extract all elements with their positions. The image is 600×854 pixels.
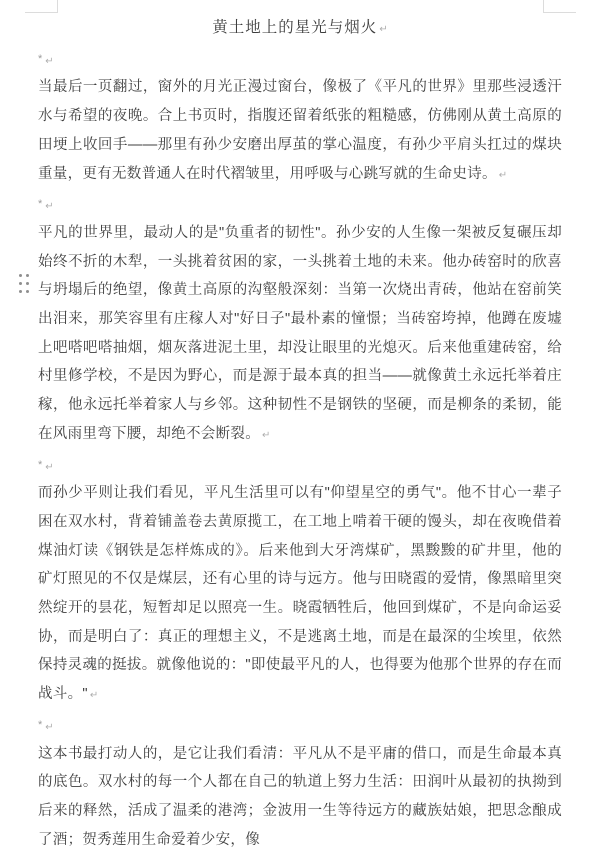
paragraph-mark: ↵ bbox=[498, 169, 508, 181]
paragraph-1-text: 当最后一页翻过，窗外的月光正漫过窗台，像极了《平凡的世界》里那些浸透汗水与希望的夜晚。合上书页时，指腹还留着纸张的粗糙感，仿佛刚从黄土高原的田埂上收回手——那里有孙少安磨出厚茧的掌心温度，有孙少平肩头扛过的煤块重量，更有无数普通人在时代褶皱里，用呼吸与心跳写就的生命史诗。 bbox=[38, 79, 562, 182]
separator-mark: * bbox=[38, 52, 43, 65]
paragraph-4[interactable] bbox=[38, 740, 562, 854]
paragraph-mark: ↵ bbox=[45, 721, 54, 733]
empty-paragraph[interactable] bbox=[38, 451, 562, 480]
empty-paragraph[interactable] bbox=[38, 45, 562, 74]
paragraph-2-text: 平凡的世界里，最动人的是"负重者的韧性"。孙少安的人生像一架被反复碾压却始终不折的木犁，一头挑着贫困的家，一头挑着土地的未来。他办砖窑时的欣喜与坍塌后的绝望，像黄土高原的沟壑般深刻：当第一次烧出青砖，他站在窑前笑出泪来，那笑容里有庄稼人对"好日子"最朴素的憧憬；当砖窑垮掉，他蹲在废墟上吧嗒吧嗒抽烟，烟灰落进泥土里，却没让眼里的光熄灭。后来他重建砖窑，给村里修学校，不是因为野心，而是源于最本真的担当——就像黄土永远托举着庄稼，他永远托举着家人与乡邻。这种韧性不是钢铁的坚硬，而是柳条的柔韧，能在风雨里弯下腰，却绝不会断裂。 bbox=[38, 224, 562, 442]
paragraph-mark: ↵ bbox=[89, 690, 99, 702]
separator-mark: * bbox=[38, 198, 43, 211]
paragraph-mark: ↵ bbox=[45, 55, 54, 67]
paragraph-1[interactable] bbox=[38, 73, 562, 190]
empty-paragraph[interactable] bbox=[38, 190, 562, 219]
paragraph-mark: ↵ bbox=[45, 201, 54, 213]
separator-mark: * bbox=[38, 718, 43, 731]
empty-paragraph[interactable] bbox=[38, 711, 562, 740]
paragraph-3[interactable] bbox=[38, 479, 562, 711]
paragraph-mark: ↵ bbox=[379, 24, 388, 35]
paragraph-mark: ↵ bbox=[45, 461, 54, 473]
drag-handle-icon[interactable] bbox=[17, 272, 31, 295]
paragraph-mark: ↵ bbox=[262, 429, 271, 441]
separator-mark: * bbox=[38, 458, 43, 471]
document-title-text: 黄土地上的星光与烟火 bbox=[212, 19, 378, 36]
paragraph-2[interactable] bbox=[38, 219, 562, 451]
paragraph-4-text: 这本书最打动人的，是它让我们看清：平凡从不是平庸的借口，而是生命最本真的底色。双水村的每一个人都在自己的轨道上努力生活：田润叶从最初的执拗到后来的释然，活成了温柔的港湾；金波用一生等待远方的藏族姑娘，把思念酿成了酒；贺秀莲用生命爱着少安，像 bbox=[38, 745, 562, 848]
document-title[interactable] bbox=[38, 14, 562, 45]
paragraph-3-text: 而孙少平则让我们看见，平凡生活里可以有"仰望星空的勇气"。他不甘心一辈子困在双水村，背着铺盖卷去黄原揽工，在工地上啃着干硬的馒头，却在夜晚借着煤油灯读《钢铁是怎样炼成的》。后来他到大牙湾煤矿，黑黢黢的矿井里，他的矿灯照见的不仅是煤层，还有心里的诗与远方。他与田晓霞的爱情，像黑暗里突然绽开的昙花，短暂却足以照亮一生。晓霞牺牲后，他回到煤矿，不是向命运妥协，而是明白了：真正的理想主义，不是逃离土地，而是在最深的尘埃里，依然保持灵魂的挺拔。就像他说的："即使最平凡的人，也得要为他那个世界的存在而战斗。" bbox=[38, 485, 562, 703]
